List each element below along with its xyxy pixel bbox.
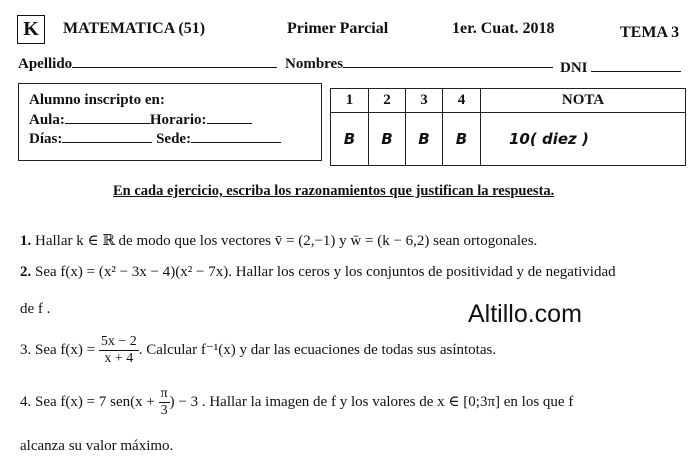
question-4-continued: alcanza su valor máximo. (20, 438, 174, 454)
grade-mark: B (331, 113, 369, 166)
exam-title: Primer Parcial (287, 20, 389, 37)
grade-mark: B (443, 113, 481, 166)
instruction: En cada ejercicio, escriba los razonamientos que justifican la respuesta. (113, 183, 555, 199)
grades-table (330, 88, 686, 166)
dias-field[interactable] (29, 129, 281, 148)
question-1: 1. Hallar k ∈ ℝ de modo que los vectores v̄ = (2,−1) y w̄ = (k − 6,2) sean ortogonales. (20, 233, 538, 249)
tema: TEMA 3 (620, 24, 680, 41)
grade-header: 2 (369, 89, 406, 113)
dni-label: DNI (560, 60, 588, 76)
nombres-label: Nombres (285, 56, 344, 72)
question-2-continued: de f . (20, 301, 51, 317)
enrollment-box (18, 83, 322, 161)
sede-label: Sede: (156, 131, 192, 147)
final-grade: 10( diez ) (481, 113, 686, 166)
apellido-label: Apellido (18, 56, 73, 72)
grade-header: 3 (406, 89, 443, 113)
apellido-field[interactable] (18, 54, 277, 73)
nombres-field[interactable] (285, 54, 553, 73)
watermark: Altillo.com (468, 300, 582, 328)
nota-header: NOTA (481, 89, 686, 113)
question-3: 3. Sea f(x) = $\frac{5x - 2}{x + 4}$ . Calcular f⁻¹(x) y dar las ecuaciones de todas sus asíntotas. (20, 334, 497, 366)
term: 1er. Cuat. 2018 (452, 20, 555, 37)
fraction: $\frac{\pi}{3}$ (160, 386, 168, 418)
tema-letter-box: K (17, 15, 45, 44)
grade-header: 1 (331, 89, 369, 113)
aula-label: Aula: (29, 112, 65, 128)
question-2: 2. Sea f(x) = (x² − 3x − 4)(x² − 7x). Hallar los ceros y los conjuntos de positividad y de negatividad (20, 264, 616, 280)
dias-label: Días: (29, 131, 63, 147)
fraction: $\frac{5x - 2}{x + 4}$ (100, 334, 137, 366)
enrollment-title: Alumno inscripto en: (29, 92, 165, 108)
aula-field[interactable] (29, 110, 252, 129)
course-title: MATEMATICA (51) (63, 20, 206, 37)
grade-header: 4 (443, 89, 481, 113)
grade-mark: B (406, 113, 443, 166)
horario-label: Horario: (149, 112, 207, 128)
question-4: 4. Sea f(x) = 7 sen(x + $\frac{\pi}{3}$ ) − 3 . Hallar la imagen de f y los valores de x ∈ [0;3π] en los que f (20, 386, 574, 418)
dni-field[interactable] (560, 58, 681, 77)
grade-mark: B (369, 113, 406, 166)
